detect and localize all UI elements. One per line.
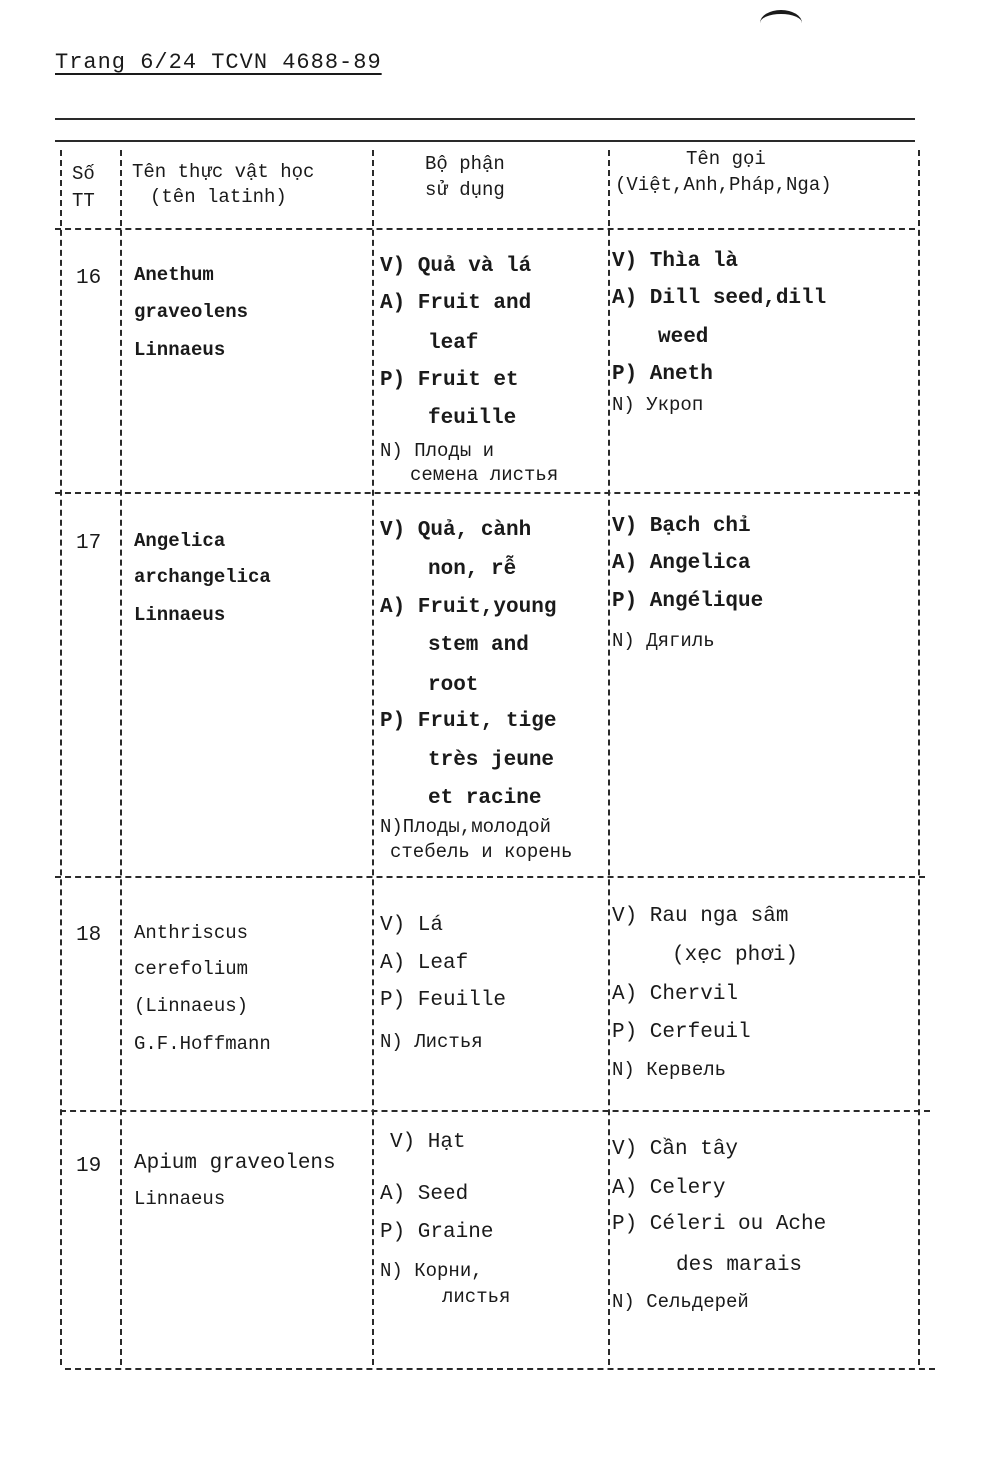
row-19-latin-2: Linnaeus — [134, 1188, 226, 1210]
row-17-latin-1: Angelica — [134, 530, 226, 552]
table-top-border — [55, 118, 915, 120]
row-17-part-7: très jeune — [428, 749, 555, 772]
header-name-line1: Tên thực vật học — [132, 161, 315, 183]
column-separator-right — [918, 150, 920, 1365]
row-18-name-3: A) Chervil — [612, 983, 739, 1006]
header-part-line2: sử dụng — [425, 179, 505, 201]
header-common-line2: (Việt,Anh,Pháp,Nga) — [615, 174, 832, 196]
row-18-part-3: P) Feuille — [380, 989, 507, 1012]
table-bottom-border — [65, 1368, 935, 1370]
column-separator-latin — [372, 150, 374, 1365]
header-part-line1: Bộ phận — [425, 153, 505, 175]
row-17-part-8: et racine — [428, 787, 542, 810]
row-17-part-9: N)Плоды,молодой — [380, 816, 552, 838]
row-17-name-2: A) Angelica — [612, 552, 751, 575]
row-17-part-2: non, rễ — [428, 558, 517, 581]
page-header: Trang 6/24 TCVN 4688-89 — [55, 50, 382, 75]
header-stt-line1: Số — [72, 163, 95, 185]
row-17-part-5: root — [428, 674, 479, 697]
scan-mark-icon — [760, 10, 802, 36]
row-16-name-2: A) Dill seed,dill — [612, 287, 827, 310]
row-19-name-5: N) Сельдерей — [612, 1291, 749, 1313]
row-17-part-10: стебель и корень — [390, 841, 573, 863]
row-17-latin-3: Linnaeus — [134, 604, 226, 626]
row-16-part-3: leaf — [428, 332, 479, 355]
row-18-name-1: V) Rau nga sâm — [612, 905, 789, 928]
row-18-name-5: N) Кервель — [612, 1059, 727, 1081]
column-separator-stt — [120, 150, 122, 1365]
row-19-name-1: V) Cần tây — [612, 1138, 739, 1161]
row-18-number: 18 — [76, 924, 102, 947]
row-17-part-1: V) Quả, cành — [380, 519, 532, 542]
row-18-part-2: A) Leaf — [380, 952, 469, 975]
row-16-name-4: P) Aneth — [612, 363, 713, 386]
row-19-number: 19 — [76, 1155, 102, 1178]
row-17-latin-2: archangelica — [134, 566, 271, 588]
row-19-name-4: des marais — [676, 1254, 803, 1277]
header-common-line1: Tên gọi — [686, 148, 766, 170]
row-19-name-3: P) Céleri ou Ache — [612, 1213, 827, 1236]
row-19-part-5: листья — [442, 1286, 511, 1308]
column-separator-parts — [608, 150, 610, 1365]
header-bottom-rule — [55, 228, 915, 230]
row-17-name-1: V) Bạch chỉ — [612, 515, 751, 538]
row-17-name-4: N) Дягиль — [612, 630, 715, 652]
row-divider-16-17 — [55, 492, 920, 494]
header-top-rule — [55, 140, 915, 142]
row-16-part-1: V) Quả và lá — [380, 255, 532, 278]
row-16-latin-3: Linnaeus — [134, 339, 226, 361]
row-18-latin-1: Anthriscus — [134, 922, 249, 944]
row-19-part-1: V) Hạt — [390, 1131, 466, 1154]
row-19-name-2: A) Celery — [612, 1177, 726, 1200]
row-16-name-5: N) Укроп — [612, 394, 704, 416]
row-16-part-2: A) Fruit and — [380, 292, 532, 315]
row-19-latin-1: Apium graveolens — [134, 1152, 336, 1175]
row-19-part-2: A) Seed — [380, 1183, 469, 1206]
row-16-latin-1: Anethum — [134, 264, 214, 286]
row-18-latin-4: G.F.Hoffmann — [134, 1033, 271, 1055]
row-19-part-3: P) Graine — [380, 1221, 494, 1244]
row-16-part-6: N) Плоды и — [380, 440, 495, 462]
row-18-name-2: (xẹc phơi) — [672, 944, 799, 967]
row-18-part-4: N) Листья — [380, 1031, 483, 1053]
row-16-part-5: feuille — [428, 407, 517, 430]
row-divider-17-18 — [55, 876, 925, 878]
row-18-latin-3: (Linnaeus) — [134, 995, 249, 1017]
row-17-name-3: P) Angélique — [612, 590, 764, 613]
row-17-part-4: stem and — [428, 634, 529, 657]
row-16-part-7: семена листья — [410, 464, 559, 486]
row-16-name-1: V) Thìa là — [612, 250, 739, 273]
row-divider-18-19 — [60, 1110, 930, 1112]
header-stt-line2: TT — [72, 190, 95, 212]
row-19-part-4: N) Корни, — [380, 1260, 483, 1282]
row-18-part-1: V) Lá — [380, 914, 444, 937]
row-16-number: 16 — [76, 267, 102, 290]
row-16-name-3: weed — [658, 326, 709, 349]
row-16-part-4: P) Fruit et — [380, 369, 519, 392]
row-17-part-6: P) Fruit, tige — [380, 710, 557, 733]
column-separator-left — [60, 150, 62, 1365]
row-18-latin-2: cerefolium — [134, 958, 249, 980]
row-17-part-3: A) Fruit,young — [380, 596, 557, 619]
row-18-name-4: P) Cerfeuil — [612, 1021, 751, 1044]
header-name-line2: (tên latinh) — [150, 186, 287, 208]
row-17-number: 17 — [76, 532, 102, 555]
row-16-latin-2: graveolens — [134, 301, 249, 323]
